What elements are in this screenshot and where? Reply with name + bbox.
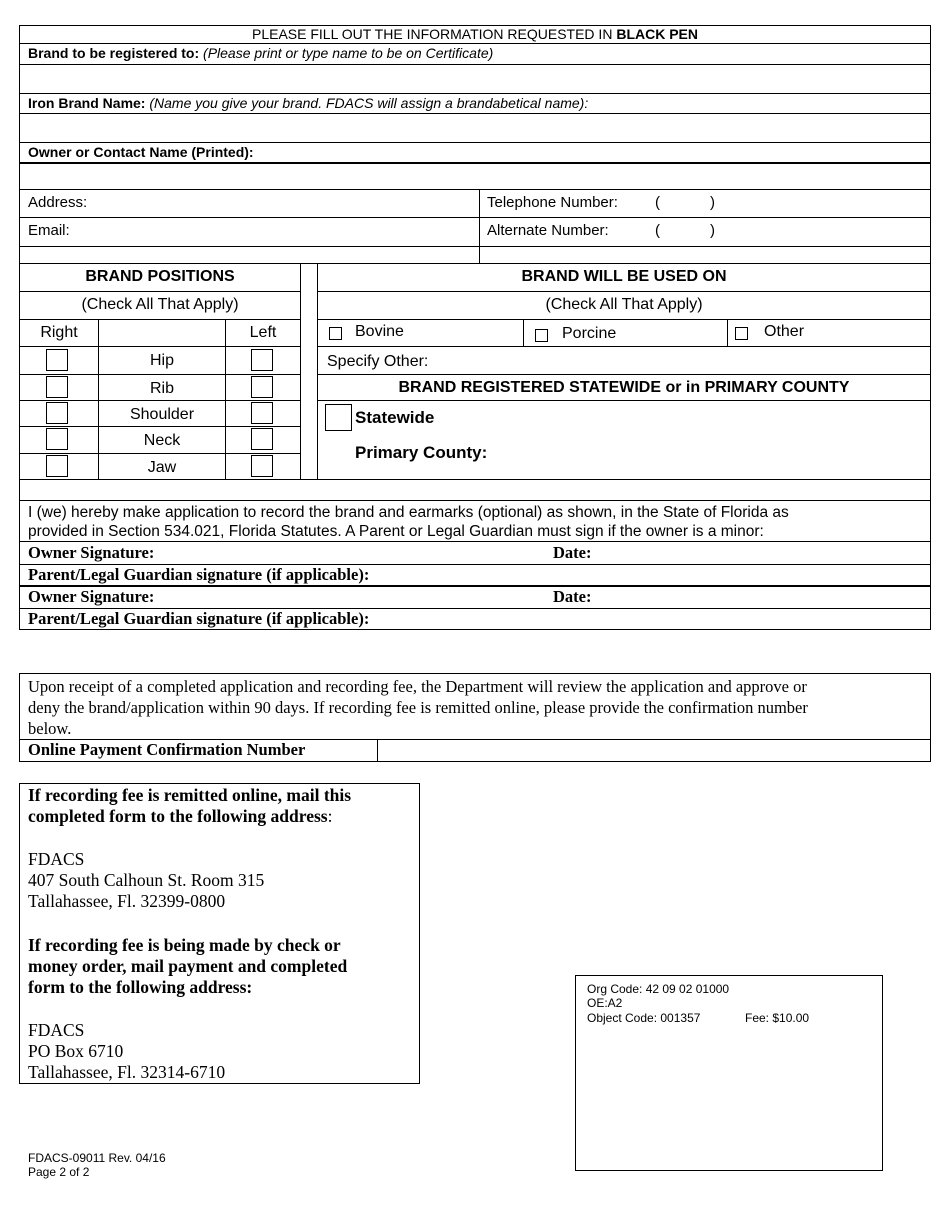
guardian-signature-field-2[interactable] [420,609,925,629]
bovine-checkbox[interactable] [329,327,342,340]
online-address-line-1: FDACS [28,849,85,869]
instruction-header: PLEASE FILL OUT THE INFORMATION REQUESTED IN BLACK PEN [252,26,698,42]
position-label-jaw: Jaw [147,459,177,476]
specify-other-input[interactable] [440,348,928,373]
porcine-label: Porcine [562,325,617,342]
declaration-line-2: provided in Section 534.021, Florida Statutes. A Parent or Legal Guardian must sign if the owner is a minor: [28,523,764,540]
brand-positions-title: BRAND POSITIONS [85,268,235,285]
oe-code: OE:A2 [587,996,623,1010]
guardian-signature-label-1: Parent/Legal Guardian signature (if applicable): [28,565,370,584]
guardian-signature-field-1[interactable] [420,565,925,585]
object-code: Object Code: 001357 [587,1011,701,1025]
jaw-right-checkbox[interactable] [46,455,68,477]
email-label: Email: [28,222,70,239]
payment-notice-line-3: below. [28,719,72,738]
iron-brand-input[interactable] [20,114,930,142]
date-label-2: Date: [553,587,592,606]
brand-positions-subtitle: (Check All That Apply) [81,296,239,313]
owner-signature-label-1: Owner Signature: [28,543,155,562]
position-label-rib: Rib [149,380,174,397]
date-label-1: Date: [553,543,592,562]
telephone-paren-open: ( [655,194,660,211]
owner-signature-field-1[interactable] [175,542,545,563]
declaration-line-1: I (we) hereby make application to record the brand and earmarks (optional) as shown, in the State of Florida as [28,504,789,521]
check-heading-line-1: If recording fee is being made by check or [28,935,341,955]
alternate-paren-close: ) [710,222,715,239]
online-heading-line-2: completed form to the following address: [28,806,333,826]
payment-notice-line-1: Upon receipt of a completed application and recording fee, the Department will review the application and approve or [28,677,807,696]
check-address-line-1: FDACS [28,1020,85,1040]
owner-signature-field-2[interactable] [175,587,545,607]
guardian-signature-label-2: Parent/Legal Guardian signature (if applicable): [28,609,370,628]
porcine-checkbox[interactable] [535,329,548,342]
statewide-checkbox[interactable] [325,404,352,431]
shoulder-left-checkbox[interactable] [251,402,273,424]
alternate-number-label: Alternate Number: [487,222,609,239]
rib-right-checkbox[interactable] [46,376,68,398]
position-label-neck: Neck [143,432,181,449]
neck-right-checkbox[interactable] [46,428,68,450]
page-number: Page 2 of 2 [28,1165,90,1179]
hip-right-checkbox[interactable] [46,349,68,371]
right-column-header: Right [40,324,78,341]
org-code: Org Code: 42 09 02 01000 [587,982,730,996]
brand-registered-label: Brand to be registered to: (Please print or type name to be on Certificate) [28,45,494,61]
iron-brand-label: Iron Brand Name: (Name you give your brand. FDACS will assign a brandabetical name): [28,95,589,111]
online-heading-line-1: If recording fee is remitted online, mail this [28,785,352,805]
brand-use-subtitle: (Check All That Apply) [545,296,703,313]
brand-use-title: BRAND WILL BE USED ON [521,268,727,285]
online-address-line-2: 407 South Calhoun St. Room 315 [28,870,265,890]
address-label: Address: [28,194,88,211]
left-column-header: Left [249,324,277,341]
owner-contact-input[interactable] [20,164,930,189]
check-heading-line-3: form to the following address: [28,977,253,997]
brand-registered-input[interactable] [20,65,930,93]
registration-scope-title: BRAND REGISTERED STATEWIDE or in PRIMARY COUNTY [398,379,850,396]
confirmation-number-label: Online Payment Confirmation Number [28,740,306,759]
other-checkbox[interactable] [735,327,748,340]
primary-county-input[interactable] [505,440,925,470]
position-label-hip: Hip [149,352,174,369]
fee-amount: Fee: $10.00 [745,1011,810,1025]
check-address-line-2: PO Box 6710 [28,1041,124,1061]
online-address-line-3: Tallahassee, Fl. 32399-0800 [28,891,226,911]
telephone-paren-close: ) [710,194,715,211]
check-address-line-3: Tallahassee, Fl. 32314-6710 [28,1062,226,1082]
neck-left-checkbox[interactable] [251,428,273,450]
bovine-label: Bovine [355,323,404,340]
jaw-left-checkbox[interactable] [251,455,273,477]
confirmation-number-input[interactable] [379,740,929,761]
other-label: Other [764,323,805,340]
hip-left-checkbox[interactable] [251,349,273,371]
rib-left-checkbox[interactable] [251,376,273,398]
alternate-number-input[interactable] [665,218,925,245]
address-input[interactable] [95,190,478,217]
telephone-input[interactable] [665,190,925,217]
check-heading-line-2: money order, mail payment and completed [28,956,348,976]
email-input[interactable] [80,218,478,245]
shoulder-right-checkbox[interactable] [46,402,68,424]
date-field-1[interactable] [600,542,925,563]
statewide-label: Statewide [355,408,435,427]
alternate-paren-open: ( [655,222,660,239]
primary-county-label: Primary County: [355,443,488,462]
form-number: FDACS-09011 Rev. 04/16 [28,1151,166,1165]
owner-contact-label: Owner or Contact Name (Printed): [28,144,254,160]
telephone-label: Telephone Number: [487,194,618,211]
position-label-shoulder: Shoulder [129,406,195,423]
payment-notice-line-2: deny the brand/application within 90 days. If recording fee is remitted online, please provide the confirmation number [28,698,808,717]
specify-other-label: Specify Other: [327,353,429,370]
date-field-2[interactable] [600,587,925,607]
owner-signature-label-2: Owner Signature: [28,587,155,606]
